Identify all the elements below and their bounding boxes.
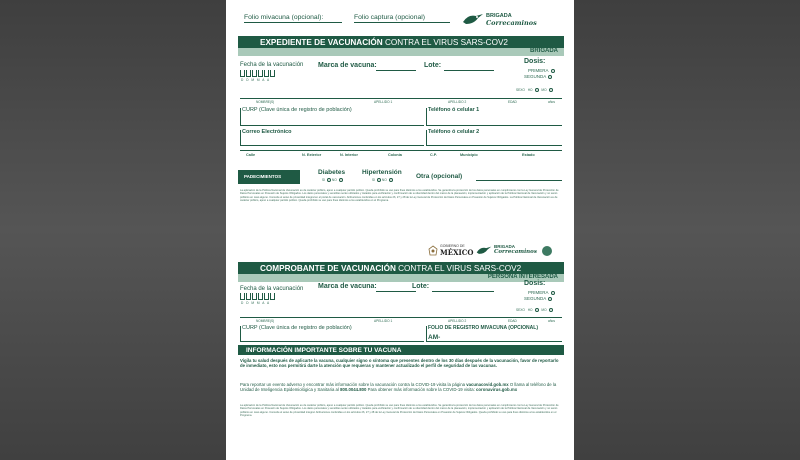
padecimientos-bar: PADECIMIENTOS [238, 170, 300, 184]
c-dosis-segunda[interactable]: SEGUNDA [524, 296, 552, 301]
comprobante-legal-text: La aplicación de la Política Nacional de Vacunación es de carácter público, ajeno a cualquier partido político. Queda prohibido su uso para fines distintos a los establecidos. Se garantiza la protección de los datos personales en cumplimiento con la Ley General de Protección de Datos Personales en Posesión de Sujetos Obligados. Los datos personales y sensibles serán utilizados y tratados para verificación y confirmación de su identidad dentro del marco de la planeación, implementación y aplicación de la Política Nacional de Vacunación y no serán públicos en caso alguno. Consulte el aviso de privacidad integral. Atribuciones conferidas en los artículos 26, 27 y 28 de la Ley General de Protección de Datos Personales en Posesión de Sujetos Obligados. Queda prohibido su uso para fines distintos a los establecidos en el Programa. [240, 404, 559, 417]
expediente-title-bold: EXPEDIENTE DE VACUNACIÓN [260, 38, 383, 47]
diabetes-label: Diabetes [318, 169, 346, 176]
lote-label: Lote: [424, 62, 442, 69]
exterior-caption: N. Exterior [302, 153, 322, 157]
coronavirus-link[interactable]: coronavirus.gob.mx [476, 387, 518, 393]
c-curp-label: CURP (Clave única de registro de población) [242, 325, 352, 331]
apellido1-caption: APELLIDO 1 [374, 100, 393, 104]
comprobante-brand-name: BRIGADA [494, 244, 515, 249]
edad-caption: EDAD [508, 100, 517, 104]
info-paragraph-1: Vigila tu salud después de aplicarte la vacuna, cualquier signo o síntoma que presentes dentro de los 30 días después de la vacunación, favor de reportarlo de inmediato, esto nos permitirá darte la atención que requieras y mantener actualizado el perfil de seguridad de las vacunas. [240, 358, 559, 369]
background-right [574, 0, 800, 460]
comprobante-brand-script: Correcaminos [494, 249, 537, 255]
folio-captura-label: Folio captura (opcional) [354, 14, 426, 21]
c-lote-line[interactable] [432, 291, 494, 292]
gobierno-logo [428, 244, 438, 262]
direccion-line[interactable] [240, 150, 562, 151]
section-separator [226, 228, 574, 238]
dosis-label: Dosis: [524, 58, 546, 65]
roadrunner-icon [476, 245, 492, 257]
telefono2-label: Teléfono ó celular 2 [428, 129, 480, 135]
comprobante-title-bold: COMPROBANTE DE VACUNACIÓN [260, 264, 396, 273]
c-marca-vacuna-line[interactable] [376, 291, 416, 292]
sexo-options[interactable]: SEXO HO MO [516, 88, 553, 92]
nombre-caption: NOMBRE(S) [256, 100, 275, 104]
c-edad-caption: EDAD [508, 319, 517, 323]
fecha-date-letters: D D M M A A [241, 78, 271, 82]
c-apellido2-caption: APELLIDO 2 [448, 319, 467, 323]
fecha-vacunacion-label: Fecha de la vacunación [240, 62, 304, 68]
c-apellido1-caption: APELLIDO 1 [374, 319, 393, 323]
info-title-banner: INFORMACIÓN IMPORTANTE SOBRE TU VACUNA [238, 345, 564, 355]
c-fecha-date-letters: D D M M A A [241, 301, 271, 305]
nombre-line[interactable] [240, 98, 562, 99]
colonia-caption: Colonia [388, 153, 402, 157]
expediente-title-rest: CONTRA EL VIRUS SARS-COV2 [384, 38, 508, 47]
c-lote-label: Lote: [412, 283, 430, 290]
comprobante-subtitle: PERSONA INTERESADA [238, 274, 564, 282]
c-dosis-primera[interactable]: PRIMERA [528, 290, 555, 295]
expediente-subtitle: BRIGADA [238, 48, 564, 56]
c-dosis-label: Dosis: [524, 280, 546, 287]
dosis-primera[interactable]: PRIMERA [528, 68, 555, 73]
calle-caption: Calle [246, 153, 256, 157]
fecha-vacunacion-boxes[interactable] [240, 70, 275, 77]
apellido2-caption: APELLIDO 2 [448, 100, 467, 104]
document-page [226, 0, 574, 460]
roadrunner-icon [462, 12, 484, 28]
c-fecha-vacunacion-label: Fecha de la vacunación [240, 286, 304, 292]
telefono1-label: Teléfono ó celular 1 [428, 107, 480, 113]
c-fecha-vacunacion-boxes[interactable] [240, 293, 275, 300]
interior-caption: N. Interior [340, 153, 358, 157]
phone-number[interactable]: 800.0044.800 [340, 387, 367, 393]
hipertension-label: Hipertensión [362, 169, 402, 176]
am-line[interactable] [442, 341, 560, 342]
comprobante-brigada-logo [476, 244, 492, 262]
eagle-seal-icon [428, 245, 438, 257]
folio-captura-line[interactable] [354, 22, 450, 23]
expediente-legal-text: La aplicación de la Política Nacional de Vacunación es de carácter público, ajeno a cualquier partido político. Queda prohibido su uso para fines distintos a los establecidos. Se garantiza la protección de los datos personales en cumplimiento con la Ley General de Protección de Datos Personales en Posesión de Sujetos Obligados. Los datos personales y sensibles serán utilizados y tratados para verificación y confirmación de su identidad dentro del marco de la planeación, implementación y aplicación de la Política Nacional de Vacunación y no serán públicos en caso alguno. Consulte el aviso de privacidad integral en el portal de vacunación. Atribuciones conferidas en los artículos 26, 27 y 28 de la Ley General de Protección de Datos Personales en Posesión de Sujetos Obligados. La Política Nacional de Vacunación es de carácter público, ajeno a cualquier partido político. Queda prohibido su uso para fines distintos a los establecidos en el Programa. [240, 189, 559, 202]
dosis-segunda[interactable]: SEGUNDA [524, 74, 552, 79]
folio-registro-label: FOLIO DE REGISTRO MIVACUNA (OPCIONAL) [428, 325, 538, 331]
cp-caption: C.P. [430, 153, 437, 157]
brand-name: BRIGADA [486, 13, 512, 19]
hipertension-options[interactable]: SI NO [372, 178, 393, 182]
gobierno-small: GOBIERNO DE [440, 244, 465, 248]
folio-mivacuna-label: Folio mivacuna (opcional): [244, 14, 324, 21]
otra-label: Otra (opcional) [416, 173, 463, 180]
c-anos-caption: años [548, 319, 555, 323]
c-nombre-line[interactable] [240, 317, 562, 318]
curp-label: CURP (Clave única de registro de población) [242, 107, 352, 113]
vacunacovid-link[interactable]: vacunacovid.gob.mx [466, 382, 509, 387]
expediente-title-banner [238, 36, 564, 48]
estado-caption: Estado [522, 153, 535, 157]
gobierno-big: MÉXICO [440, 248, 474, 257]
c-sexo-options[interactable]: SEXO HO MO [516, 308, 553, 312]
c-marca-vacuna-label: Marca de vacuna: [318, 283, 377, 290]
municipio-caption: Municipio [460, 153, 478, 157]
brand-script: Correcaminos [486, 19, 537, 27]
state-seal-logo [540, 244, 554, 262]
brigada-logo [462, 12, 484, 33]
folio-mivacuna-line[interactable] [244, 22, 342, 23]
comprobante-title-banner [238, 262, 564, 274]
otra-line[interactable] [476, 180, 562, 181]
am-prefix: AM- [428, 334, 441, 341]
diabetes-options[interactable]: SI NO [322, 178, 343, 182]
seal-icon [540, 245, 554, 257]
info-paragraph-2: Para reportar un evento adverso y encontrar más información sobre la vacunación contra la COVID-19 visita la página vacunacovid.gob.mx O llama al teléfono de la Unidad de Inteligencia Epidemiológica y Sanitaria al 800.0044.800 Para obtener más información sobre la COVID-19 visita: coronavirus.gob.mx [240, 382, 557, 393]
comprobante-title-rest: CONTRA EL VIRUS SARS-COV2 [398, 264, 522, 273]
correo-label: Correo Electrónico [242, 129, 292, 135]
marca-vacuna-line[interactable] [376, 70, 416, 71]
background-left [0, 0, 226, 460]
c-nombre-caption: NOMBRE(S) [256, 319, 275, 323]
lote-line[interactable] [444, 70, 494, 71]
anos-caption: años [548, 100, 555, 104]
marca-vacuna-label: Marca de vacuna: [318, 62, 377, 69]
